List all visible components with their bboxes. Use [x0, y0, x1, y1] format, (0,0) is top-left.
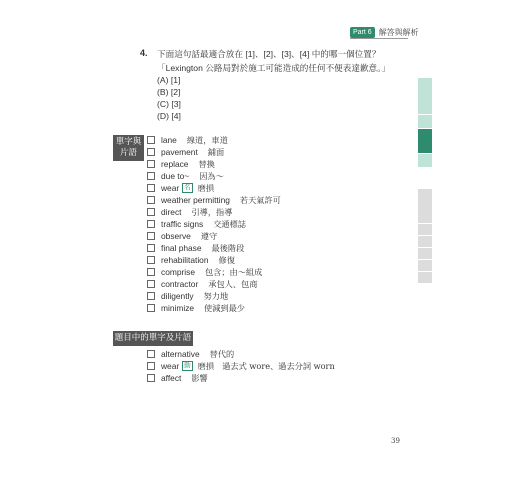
vocab-checkbox[interactable] [147, 362, 155, 370]
header-title: 解答與解析 [378, 28, 419, 37]
vocab-checkbox[interactable] [147, 268, 155, 276]
side-tab [418, 260, 432, 271]
vocab-label-line2: 片語 [119, 147, 137, 157]
vocab-gloss: 最後階段 [211, 242, 245, 253]
vocab-gloss: 努力地 [203, 290, 229, 301]
vocab-checkbox[interactable] [147, 148, 155, 156]
vocab-item [147, 360, 335, 372]
vocab-item [147, 206, 281, 218]
side-tab [418, 78, 432, 114]
vocab-word: contractor [161, 279, 199, 289]
vocab-checkbox[interactable] [147, 280, 155, 288]
side-tab-active [418, 129, 432, 153]
vocab-word: wear [161, 361, 180, 371]
page-number: 39 [391, 437, 400, 445]
vocab-checkbox[interactable] [147, 184, 155, 192]
vocab-word: comprise [161, 267, 195, 277]
part-badge: Part 6 [350, 27, 375, 38]
vocab-item [147, 254, 281, 266]
vocab-gloss: 若天氣許可 [239, 194, 281, 205]
vocab-checkbox[interactable] [147, 292, 155, 300]
vocab-item [147, 194, 281, 206]
vocab-gloss: 因為～ [199, 170, 224, 181]
vocab-word: direct [161, 207, 182, 217]
vocab-word: wear [161, 183, 180, 193]
vocab-item [147, 266, 281, 278]
vocab-section-label [113, 135, 144, 161]
vocab-gloss: 包含；由～組成 [204, 266, 263, 277]
vocab-checkbox[interactable] [147, 374, 155, 382]
vocab-word: weather permitting [161, 195, 230, 205]
vocab-word: alternative [161, 349, 200, 359]
vocab-item [147, 182, 281, 194]
vocab-word: observe [161, 231, 191, 241]
vocab-word: affect [161, 373, 182, 383]
vocab-item [147, 170, 281, 182]
option-d: (D) [4] [157, 111, 181, 121]
option-b: (B) [2] [157, 87, 181, 97]
side-tab [418, 248, 432, 259]
answer-options [157, 74, 181, 122]
vocab-gloss: 替代的 [209, 348, 235, 359]
vocab-word: lane [161, 135, 177, 145]
vocab-word: diligently [161, 291, 194, 301]
vocab-word: traffic signs [161, 219, 204, 229]
side-tab [418, 236, 432, 247]
vocab-gloss: 引導，指導 [191, 206, 233, 217]
vocab-list [147, 134, 281, 314]
page-header [350, 27, 419, 38]
vocab-item [147, 230, 281, 242]
question-vocab-list [147, 348, 335, 384]
vocab-gloss: 承包人、包商 [208, 278, 258, 289]
vocab-checkbox[interactable] [147, 172, 155, 180]
question-quote: 「Lexington 公路局對於施工可能造成的任何不便表達歉意。」 [157, 63, 391, 73]
vocab-word: pavement [161, 147, 198, 157]
question-text: 下面這句話最適合放在 [1]、[2]、[3]、[4] 中的哪一個位置？ [157, 49, 381, 59]
vocab-label-line1: 單字與 [115, 136, 142, 146]
vocab-item [147, 218, 281, 230]
vocab-item [147, 158, 281, 170]
vocab-checkbox[interactable] [147, 350, 155, 358]
side-tab [418, 115, 432, 128]
vocab-checkbox[interactable] [147, 136, 155, 144]
side-tab [418, 189, 432, 223]
vocab-gloss: 替換 [198, 158, 215, 169]
part-of-speech-tag: 名 [184, 184, 191, 191]
vocab-item [147, 372, 335, 384]
side-tab [418, 224, 432, 235]
question-vocab-label: 題目中的單字及片語 [113, 331, 193, 346]
part-of-speech-tag: 動 [184, 362, 191, 369]
vocab-checkbox[interactable] [147, 220, 155, 228]
vocab-word: due to~ [161, 171, 190, 181]
vocab-gloss: 遵守 [200, 230, 218, 241]
vocab-word: minimize [161, 303, 195, 313]
vocab-item [147, 348, 335, 360]
vocab-checkbox[interactable] [147, 232, 155, 240]
vocab-gloss: 磨損 過去式 wore、過去分詞 worn [197, 360, 335, 371]
vocab-checkbox[interactable] [147, 304, 155, 312]
vocab-item [147, 242, 281, 254]
vocab-word: rehabilitation [161, 255, 209, 265]
vocab-gloss: 交通標誌 [213, 218, 246, 229]
option-c: (C) [3] [157, 99, 181, 109]
vocab-gloss: 磨損 [197, 182, 215, 193]
vocab-gloss: 使減到最少 [204, 302, 245, 313]
header-divider [350, 38, 408, 39]
side-tab [418, 272, 432, 283]
vocab-checkbox[interactable] [147, 208, 155, 216]
vocab-checkbox[interactable] [147, 160, 155, 168]
vocab-gloss: 線道，車道 [186, 134, 228, 145]
vocab-item [147, 302, 281, 314]
vocab-gloss: 鋪面 [207, 146, 225, 157]
vocab-checkbox[interactable] [147, 244, 155, 252]
option-a: (A) [1] [157, 75, 181, 85]
vocab-item [147, 278, 281, 290]
vocab-gloss: 修復 [218, 254, 235, 265]
vocab-item [147, 290, 281, 302]
vocab-word: final phase [161, 243, 202, 253]
question-number: 4. [140, 48, 148, 58]
side-tab [418, 154, 432, 167]
vocab-checkbox[interactable] [147, 256, 155, 264]
vocab-item [147, 146, 281, 158]
vocab-gloss: 影響 [191, 372, 208, 383]
vocab-checkbox[interactable] [147, 196, 155, 204]
vocab-word: replace [161, 159, 189, 169]
vocab-item [147, 134, 281, 146]
